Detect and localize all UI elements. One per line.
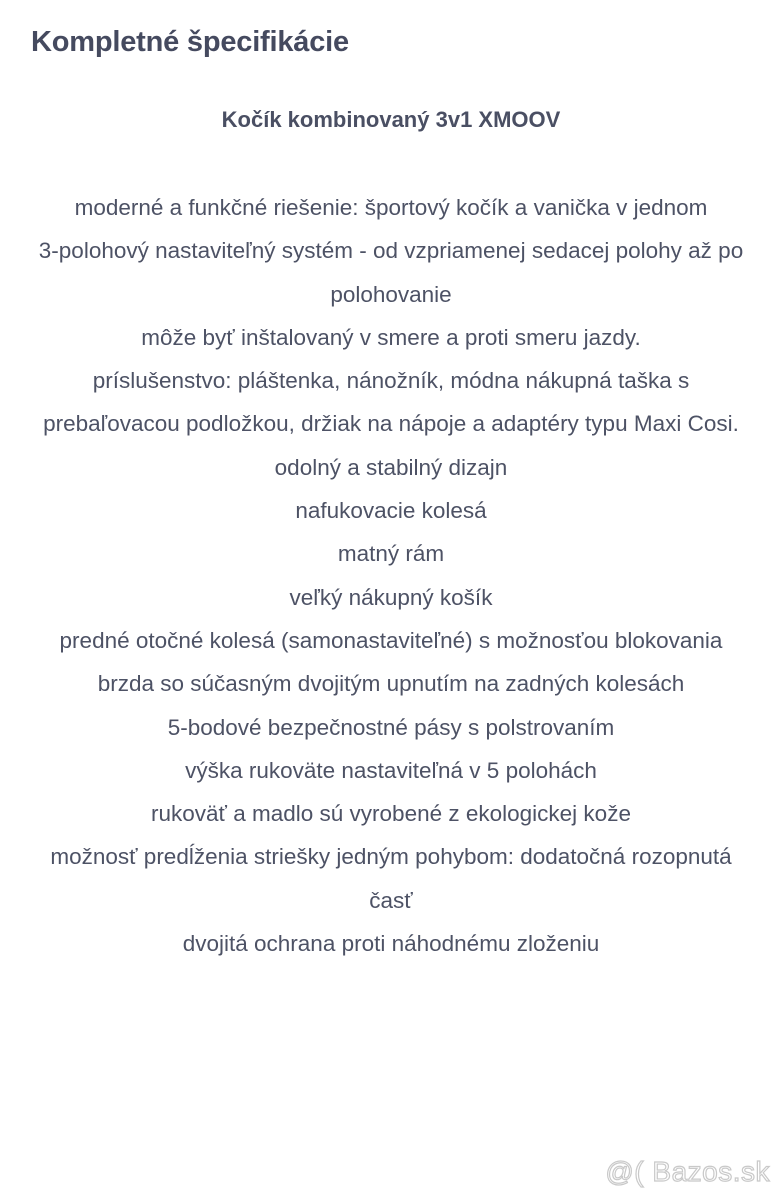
- spec-item: možnosť predĺženia striešky jedným pohybom: dodatočná rozopnutá časť: [50, 844, 732, 913]
- spec-item: môže byť inštalovaný v smere a proti smeru jazdy.: [141, 324, 641, 350]
- spec-item: dvojitá ochrana proti náhodnému zloženiu: [182, 931, 600, 957]
- spec-item: 3-polohový nastaviteľný systém - od vzpriamenej sedacej polohy až po polohovanie: [38, 238, 744, 307]
- spec-list: [30, 186, 752, 965]
- spec-item: nafukovacie kolesá: [295, 498, 487, 524]
- product-title: Kočík kombinovaný 3v1 XMOOV: [221, 107, 561, 132]
- bazos-watermark: @( Bazos.sk: [605, 1156, 770, 1187]
- spec-item: predné otočné kolesá (samonastaviteľné) s možnosťou blokovania: [59, 627, 723, 653]
- page-title: Kompletné špecifikácie: [31, 26, 349, 58]
- spec-item: 5-bodové bezpečnostné pásy s polstrovaním: [167, 714, 615, 740]
- spec-item: odolný a stabilný dizajn: [274, 454, 508, 480]
- spec-item: výška rukoväte nastaviteľná v 5 polohách: [185, 757, 597, 783]
- spec-item: matný rám: [337, 541, 445, 567]
- spec-item: moderné a funkčné riešenie: športový kočík a vanička v jednom: [74, 195, 708, 220]
- spec-item: veľký nákupný košík: [289, 584, 493, 610]
- spec-item: brzda so súčasným dvojitým upnutím na zadných kolesách: [97, 671, 685, 697]
- spec-item: príslušenstvo: pláštenka, nánožník, módna nákupná taška s prebaľovacou podložkou, držiak na nápoje a adaptéry typu Maxi Cosi.: [43, 368, 739, 437]
- spec-item: rukoväť a madlo sú vyrobené z ekologickej kože: [151, 801, 631, 827]
